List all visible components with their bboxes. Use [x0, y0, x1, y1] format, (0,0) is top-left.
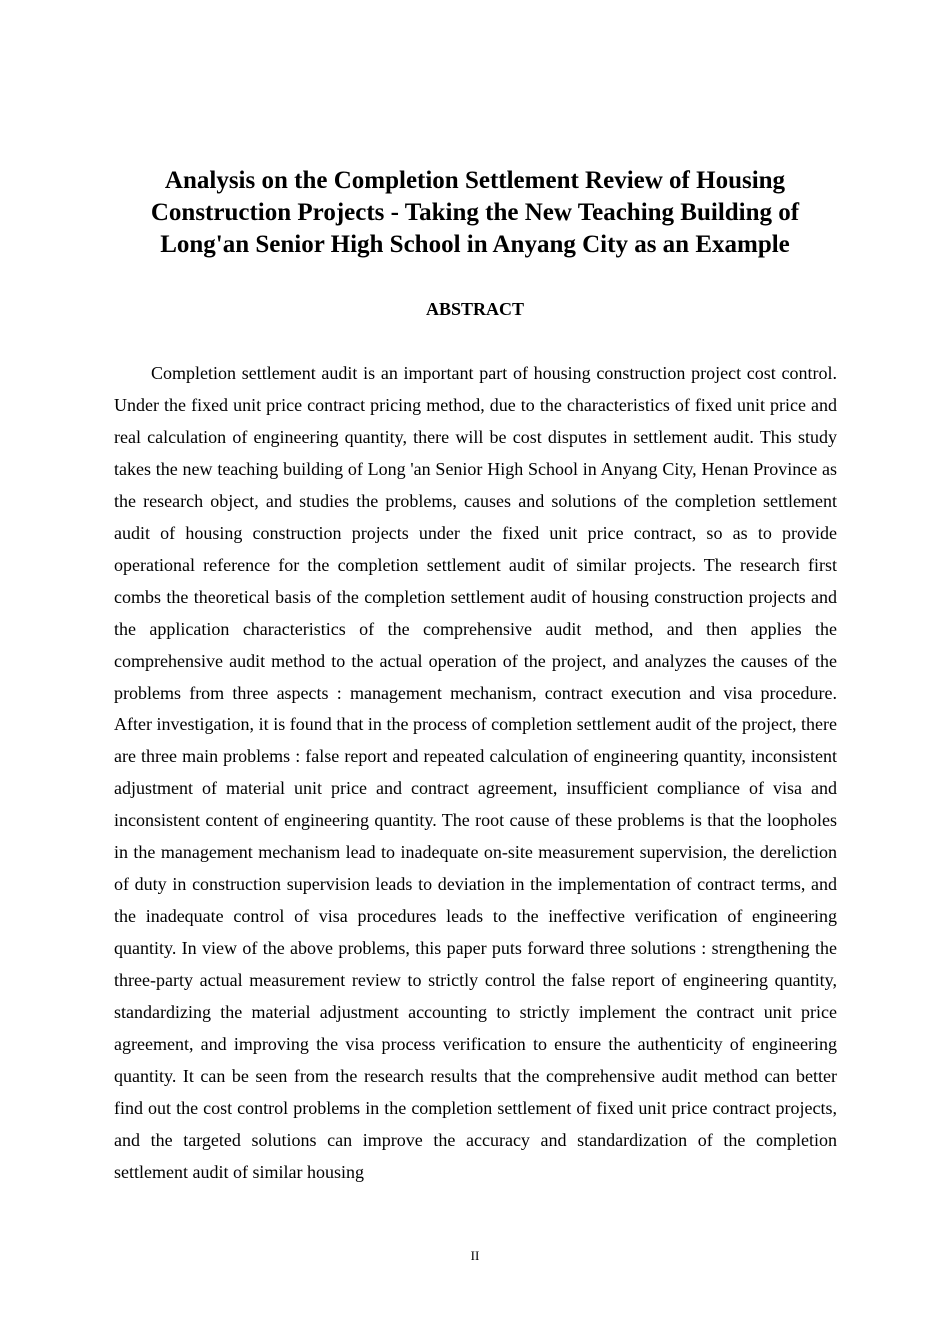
document-title: Analysis on the Completion Settlement Review of Housing Construction Projects - Taking the New Teaching Building of Long'an Senior High School in Anyang City as an Example — [150, 167, 800, 258]
abstract-heading: ABSTRACT — [425, 299, 525, 319]
abstract-paragraph: Completion settlement audit is an important part of housing construction project cost control. Under the fixed unit price contract pricing method, due to the characteristics of fixed unit price and real calculation of engineering quantity, there will be cost disputes in settlement audit. This study takes the new teaching building of Long 'an Senior High School in Anyang City, Henan Province as the research object, and studies the problems, causes and solutions of the completion settlement audit of housing construction projects under the fixed unit price contract, so as to provide operational reference for the completion settlement audit of similar projects. The research first combs the theoretical basis of the completion settlement audit of housing construction projects and the application characteristics of the comprehensive audit method, and then applies the comprehensive audit method to the actual operation of the project, and analyzes the causes of the problems from three aspects : management mechanism, contract execution and visa procedure. After investigation, it is found that in the process of completion settlement audit of the project, there are three main problems : false report and repeated calculation of engineering quantity, inconsistent adjustment of material unit price and contract agreement, insufficient compliance of visa and inconsistent content of engineering quantity. The root cause of these problems is that the loopholes in the management mechanism lead to inadequate on-site measurement supervision, the dereliction of duty in construction supervision leads to deviation in the implementation of contract terms, and the inadequate control of visa procedures leads to the ineffective verification of engineering quantity. In view of the above problems, this paper puts forward three solutions : strengthening the three-party actual measurement review to strictly control the false report of engineering quantity, standardizing the material adjustment accounting to strictly implement the contract unit price agreement, and improving the visa process verification to ensure the authenticity of engineering quantity. It can be seen from the research results that the comprehensive audit method can better find out the cost control problems in the completion settlement of fixed unit price contract projects, and the targeted solutions can improve the accuracy and standardization of the completion settlement audit of similar housing — [114, 363, 837, 1182]
page-number: II — [470, 1248, 480, 1263]
